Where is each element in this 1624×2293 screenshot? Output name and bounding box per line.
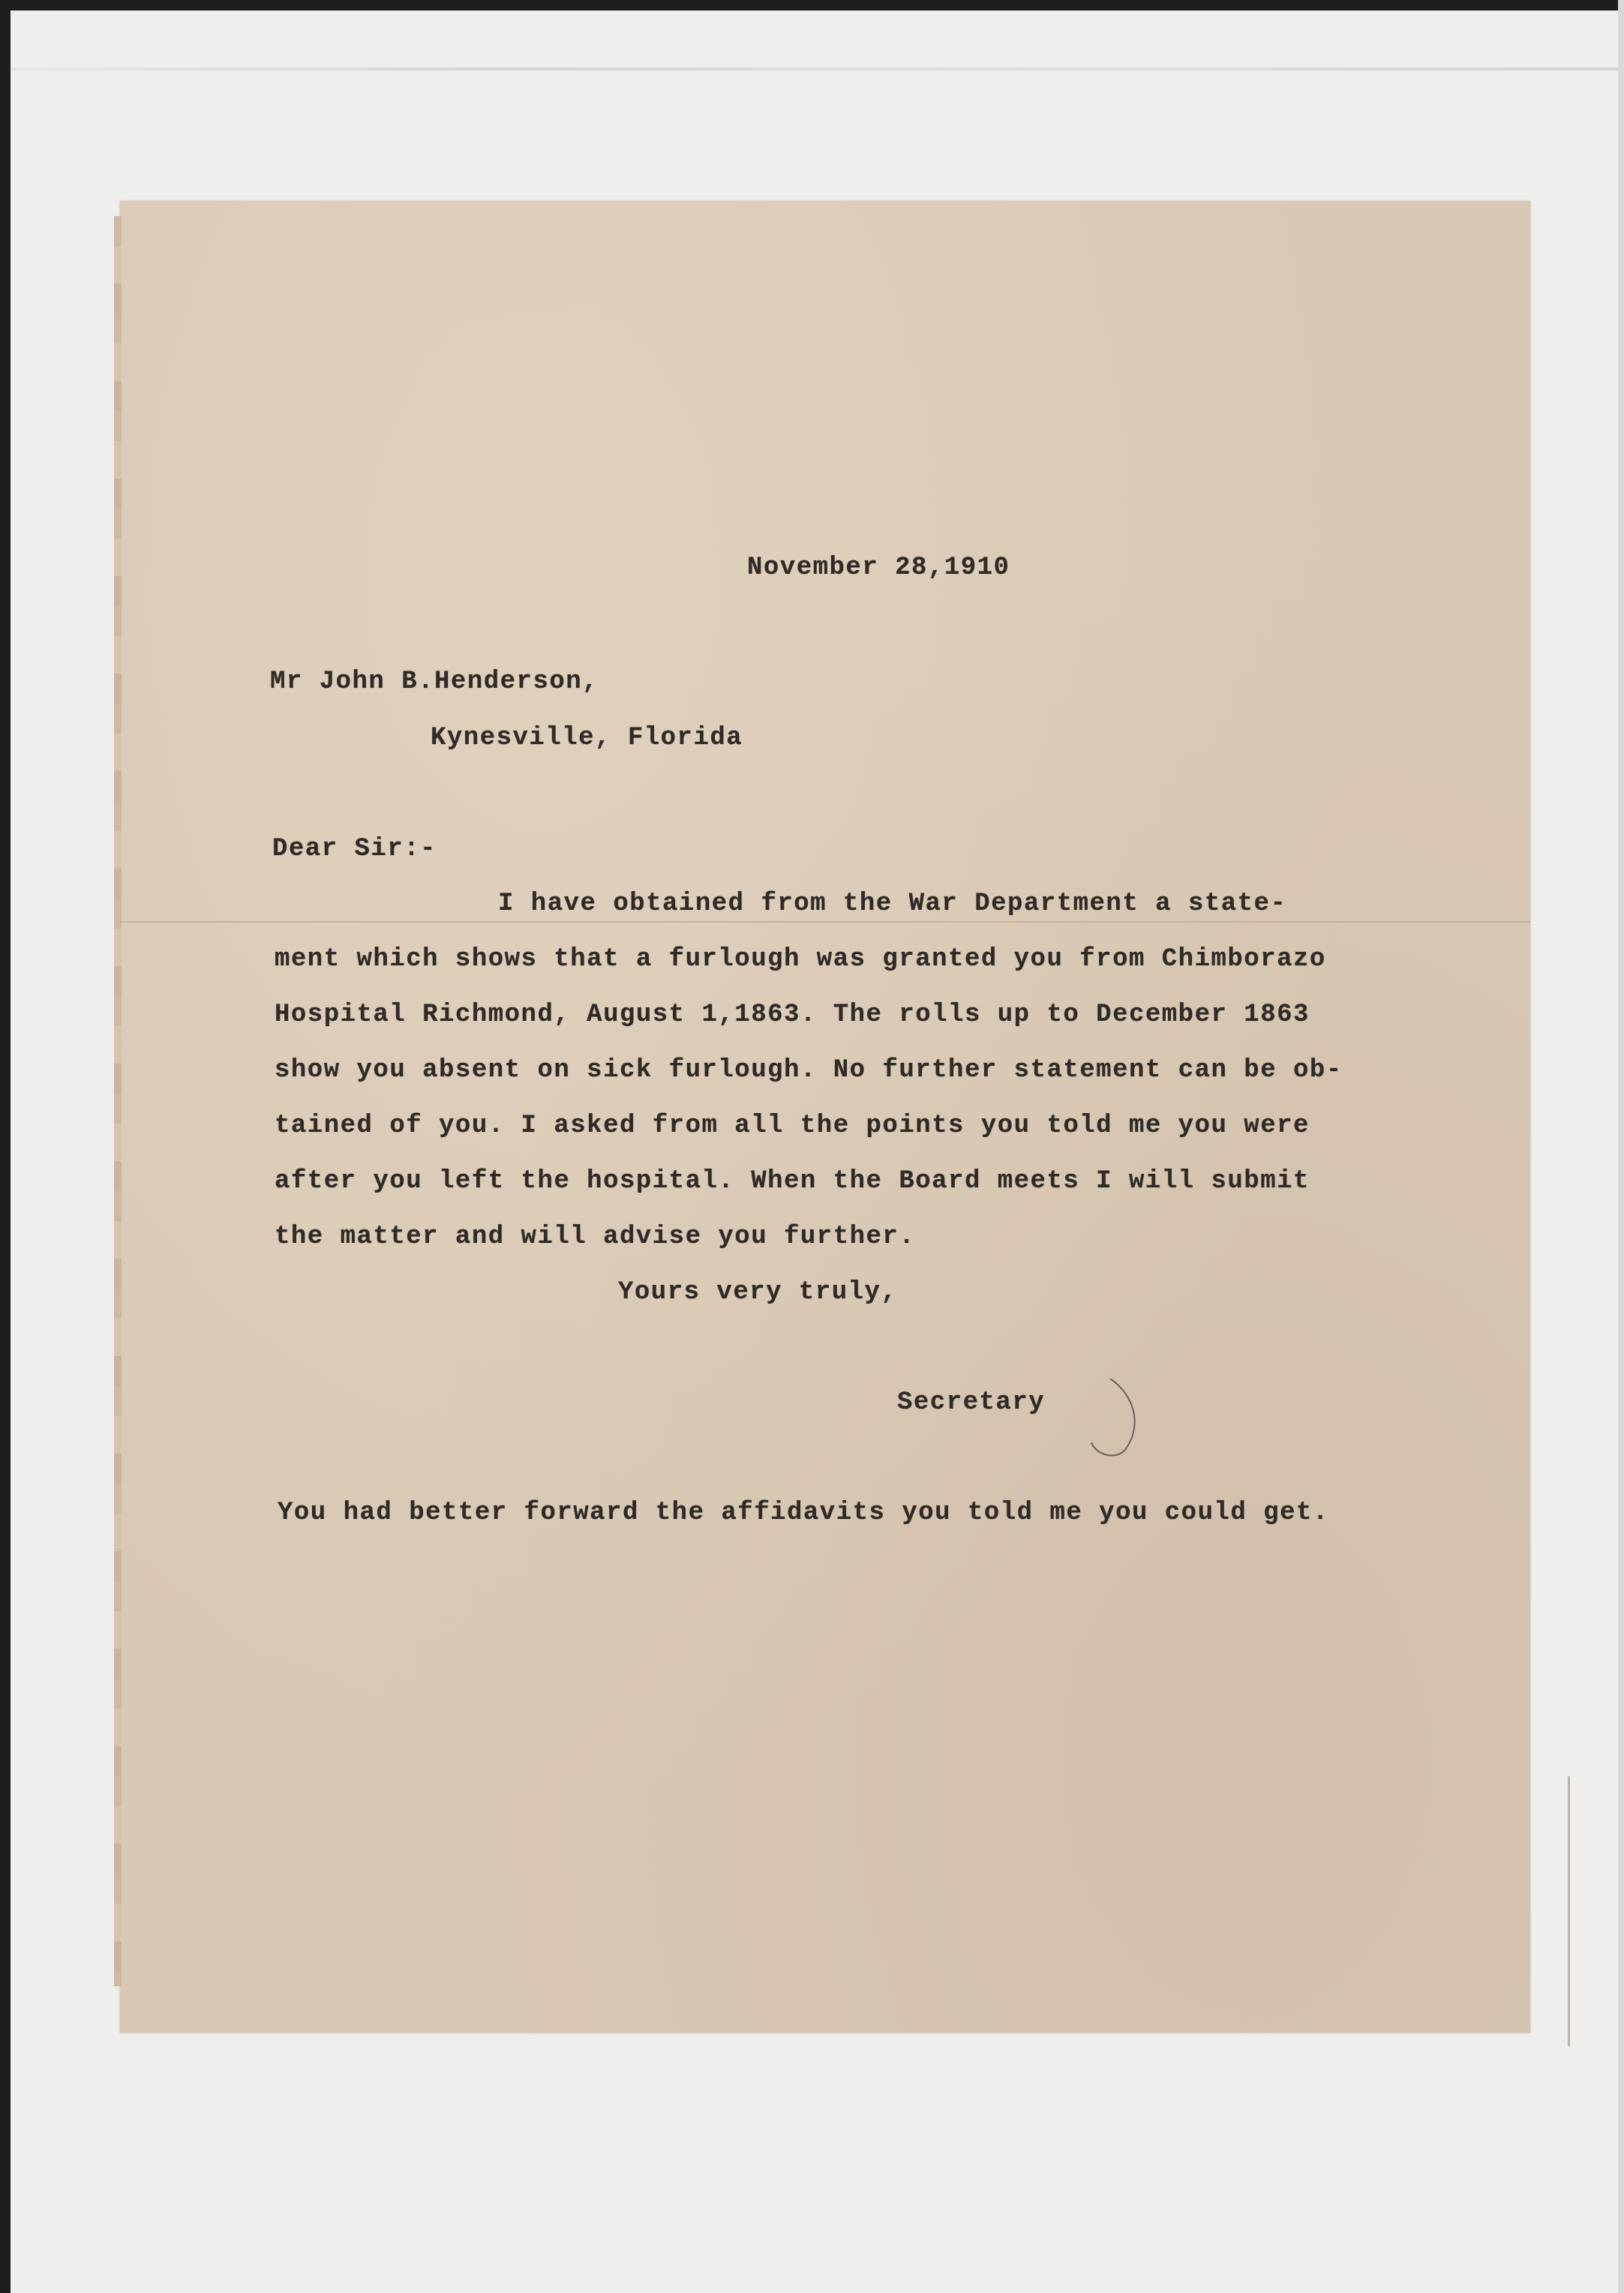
letter-paper — [120, 201, 1530, 2033]
body-line: after you left the hospital. When the Board meets I will submit — [275, 1167, 1310, 1196]
body-line: show you absent on sick furlough. No further statement can be ob- — [275, 1056, 1343, 1085]
body-line: I have obtained from the War Department a state- — [498, 890, 1287, 918]
recipient-name: Mr John B.Henderson, — [270, 668, 599, 696]
recipient-address: Kynesville, Florida — [431, 724, 743, 752]
pencil-mark — [1080, 1379, 1148, 1461]
body-line: Hospital Richmond, August 1,1863. The rolls up to December 1863 — [275, 1001, 1310, 1029]
body-line: ment which shows that a furlough was granted you from Chimborazo — [275, 945, 1326, 974]
closing: Yours very truly, — [618, 1278, 898, 1307]
salutation: Dear Sir:- — [272, 835, 437, 863]
scan-left-border — [0, 0, 11, 2293]
edge-mark — [1568, 1776, 1570, 2046]
paper-crease — [120, 921, 1530, 923]
letter-date: November 28,1910 — [747, 554, 1010, 582]
scan-glass-fold-line — [11, 68, 1618, 71]
scan-right-border — [1618, 0, 1624, 2293]
scan-top-border — [0, 0, 1624, 11]
body-line: the matter and will advise you further. — [275, 1223, 916, 1251]
body-line: tained of you. I asked from all the points you told me you were — [275, 1112, 1310, 1140]
signature-title: Secretary — [897, 1388, 1046, 1417]
postscript: You had better forward the affidavits you told me you could get. — [278, 1499, 1329, 1527]
